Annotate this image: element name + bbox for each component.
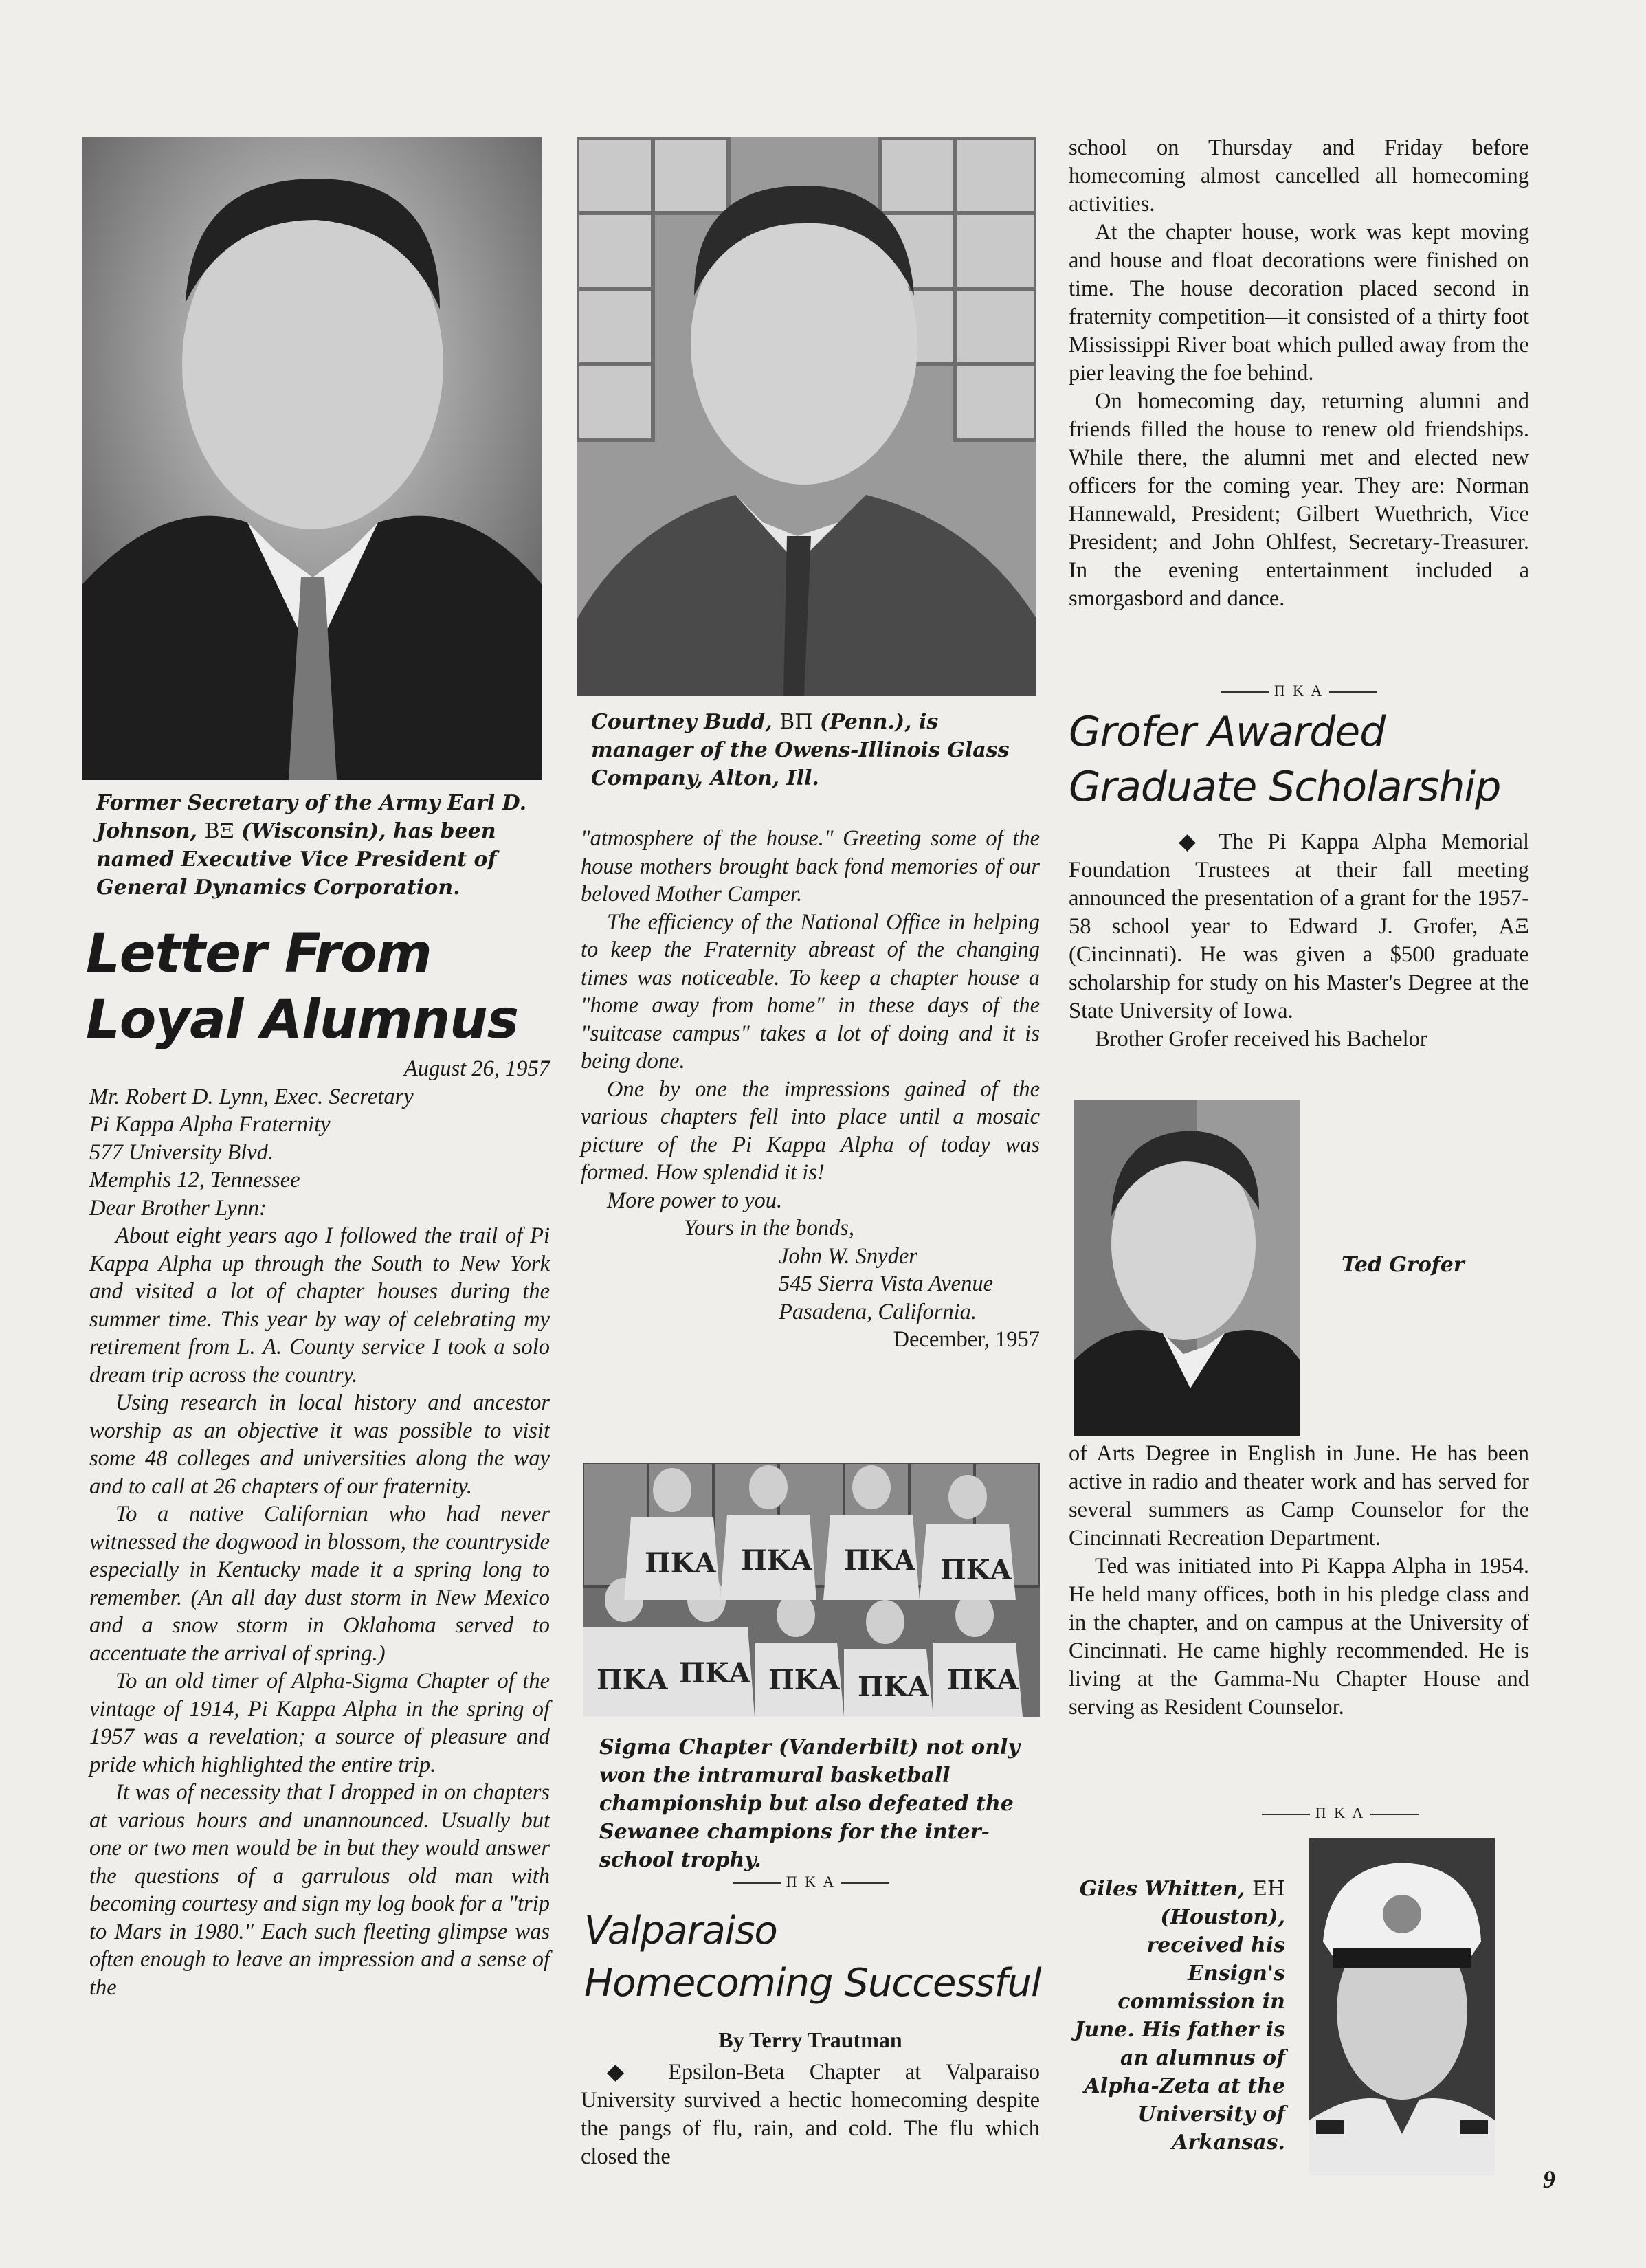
valparaiso-paragraph: school on Thursday and Friday before homecoming almost cancelled all homecoming activities.	[1069, 135, 1529, 216]
photo-earl-johnson	[82, 137, 542, 780]
letter-signature-name: John W. Snyder	[779, 1243, 917, 1269]
diamond-bullet: ◆	[607, 2060, 669, 2084]
letter-column-1	[89, 1055, 550, 2001]
jersey-label: ΠΚΑ	[597, 1664, 668, 1696]
letter-address-line: 577 University Blvd.	[89, 1139, 274, 1165]
jersey-label: ΠΚΑ	[947, 1664, 1019, 1696]
valparaiso-paragraph: Epsilon-Beta Chapter at Valparaiso University survived a hectic homecoming despite the pangs of flu, rain, and cold. The flu which closed the	[581, 2060, 1040, 2169]
photo-giles-whitten	[1309, 1838, 1495, 2175]
valparaiso-paragraph: At the chapter house, work was kept moving and house and float decorations were finished on time. The house decoration placed second in fraternity competition—it consisted of a thirty foot Mississippi River boat which pulled away from the pier leaving the foe behind.	[1069, 220, 1529, 386]
jersey-label: ΠΚΑ	[645, 1547, 716, 1579]
valparaiso-text-col2	[581, 2058, 1040, 2171]
caption-johnson-name: Former Secretary of the Army Earl D. Johnson,	[96, 791, 527, 843]
jersey-label: ΠΚΑ	[940, 1554, 1012, 1586]
letter-address-line: Mr. Robert D. Lynn, Exec. Secretary	[89, 1084, 414, 1109]
caption-whitten	[1072, 1875, 1285, 2157]
letter-headline-line1: Letter From	[86, 923, 432, 985]
page-number: 9	[1543, 2166, 1555, 2193]
grofer-headline-line1: Grofer Awarded	[1069, 708, 1386, 756]
letter-signature-city: Pasadena, California.	[779, 1299, 977, 1324]
photo-ted-grofer	[1074, 1100, 1300, 1436]
letter-paragraph: About eight years ago I followed the trail of Pi Kappa Alpha up through the South to New York and visited a lot of chapter houses during the summer time. This year by way of celebrating my retirement from L. A. County service I took a solo dream trip across the country.	[89, 1223, 550, 1388]
jersey-label: ΠΚΑ	[741, 1544, 812, 1577]
caption-whitten-name: Giles Whitten,	[1079, 1877, 1245, 1901]
letter-dateline: December, 1957	[893, 1327, 1040, 1352]
letter-paragraph: Using research in local history and ancestor worship as an objective it was possible to visit some 48 colleges and universities along the way and to call at 26 chapters of our fraternity.	[89, 1390, 550, 1499]
separator: Π Κ Α	[1168, 1804, 1512, 1822]
letter-date: August 26, 1957	[403, 1056, 550, 1081]
separator: Π Κ Α	[1072, 682, 1526, 700]
grofer-paragraph: The Pi Kappa Alpha Memorial Foundation Trustees at their fall meeting announced the presentation of a grant for the 1957-58 school year to Edward J. Grofer, ΑΞ (Cincinnati). He was given a $500 graduate scholarship for study on his Master's Degree at the State University of Iowa.	[1069, 830, 1529, 1023]
letter-paragraph: To an old timer of Alpha-Sigma Chapter of the vintage of 1914, Pi Kappa Alpha in the spring of 1957 was a revelation; a source of pleasure and pride which highlighted the entire trip.	[89, 1669, 550, 1777]
grofer-text-bottom	[1069, 1440, 1529, 1722]
jersey-label: ΠΚΑ	[844, 1544, 915, 1577]
valparaiso-paragraph: On homecoming day, returning alumni and friends filled the house to renew old friendships. While there, the alumni met and elected new officers for the coming year. They are: Norman Hannewald, President; Gilbert Wuethrich, Vice President; and John Ohlfest, Secretary-Treasurer. In the evening entertainment included a smorgasbord and dance.	[1069, 389, 1529, 611]
caption-whitten-rest: (Houston), received his Ensign's commission in June. His father is an alumnus of Alpha-Zeta at the University of Arkansas.	[1074, 1905, 1285, 2155]
caption-whitten-chapter: ΕΗ	[1252, 1877, 1285, 1901]
diamond-bullet: ◆	[1179, 830, 1219, 854]
letter-headline-line2: Loyal Alumnus	[86, 989, 519, 1051]
valparaiso-text-col3	[1069, 134, 1529, 613]
caption-budd-rest: (Penn.), is manager of the Owens-Illinois Glass Company, Alton, Ill.	[591, 710, 1010, 790]
caption-johnson-rest: (Wisconsin), has been named Executive Vice President of General Dynamics Corporation.	[96, 819, 497, 900]
letter-paragraph: "atmosphere of the house." Greeting some of the house mothers brought back fond memories of our beloved Mother Camper.	[581, 826, 1040, 907]
valparaiso-headline-line1: Valparaiso	[584, 1909, 777, 1953]
caption-budd-chapter: ΒΠ	[779, 710, 813, 734]
separator: Π Κ Α	[591, 1873, 1031, 1891]
valparaiso-headline-line2: Homecoming Successful	[584, 1961, 1041, 2005]
letter-paragraph: To a native Californian who had never witnessed the dogwood in blossom, the countryside especially in Kentucky made it a spring long to remember. (An all day dust storm in New Mexico and a snow storm in Oklahoma served to accentuate the arrival of spring.)	[89, 1502, 550, 1666]
jersey-label: ΠΚΑ	[768, 1664, 840, 1696]
letter-sign-off: Yours in the bonds,	[684, 1216, 855, 1241]
caption-johnson-chapter: ΒΞ	[204, 819, 234, 843]
photo-sigma-basketball-team	[583, 1463, 1040, 1717]
letter-paragraph: One by one the impressions gained of the various chapters fell into place until a mosaic picture of the Pi Kappa Alpha of today was formed. How splendid it is!	[581, 1076, 1040, 1185]
jersey-label: ΠΚΑ	[858, 1671, 929, 1703]
valparaiso-headline	[584, 1905, 1052, 2010]
letter-paragraph: The efficiency of the National Office in helping to keep the Fraternity abreast of the changing times was noticeable. To keep a chapter house a "home away from home" in these days of the "suitcase campus" takes a lot of doing and it is being done.	[581, 909, 1040, 1074]
letter-salutation: Dear Brother Lynn:	[89, 1195, 267, 1221]
letter-headline	[86, 921, 546, 1053]
caption-budd-name: Courtney Budd,	[591, 710, 772, 734]
grofer-paragraph: of Arts Degree in English in June. He has been active in radio and theater work and has served for several summers as Camp Counselor for the Cincinnati Recreation Department.	[1069, 1441, 1529, 1550]
letter-paragraph: It was of necessity that I dropped in on chapters at various hours and unannounced. Usually but one or two men would be in but they would answer the questions of a garrulous old man with becoming courtesy and sign my log book for a "trip to Mars in 1980." Each such fleeting glimpse was often enough to leave an impression and a sense of the	[89, 1780, 550, 2000]
caption-sigma: Sigma Chapter (Vanderbilt) not only won the intramural basketball championship but also defeated the Sewanee champions for the inter-school trophy.	[599, 1735, 1020, 1872]
grofer-headline-line2: Graduate Scholarship	[1069, 763, 1501, 811]
jersey-label: ΠΚΑ	[679, 1657, 750, 1689]
caption-grofer: Ted Grofer	[1342, 1253, 1465, 1277]
caption-budd	[591, 708, 1031, 792]
letter-closing: More power to you.	[607, 1188, 783, 1213]
letter-signature-address: 545 Sierra Vista Avenue	[779, 1271, 994, 1296]
grofer-headline	[1069, 704, 1536, 814]
valparaiso-byline: By Terry Trautman	[718, 2027, 902, 2052]
letter-address-line: Memphis 12, Tennessee	[89, 1168, 300, 1192]
grofer-paragraph: Brother Grofer received his Bachelor	[1095, 1027, 1427, 1052]
grofer-paragraph: Ted was initiated into Pi Kappa Alpha in 1954. He held many offices, both in his pledge class and in the chapter, and on campus at the University of Cincinnati. He came highly recommended. He is living at the Gamma-Nu Chapter House and serving as Resident Counselor.	[1069, 1554, 1529, 1720]
photo-courtney-budd	[577, 137, 1036, 696]
grofer-text-top	[1069, 828, 1529, 1054]
caption-johnson	[96, 789, 536, 902]
letter-address-line: Pi Kappa Alpha Fraternity	[89, 1112, 331, 1137]
letter-column-2	[581, 825, 1040, 1354]
